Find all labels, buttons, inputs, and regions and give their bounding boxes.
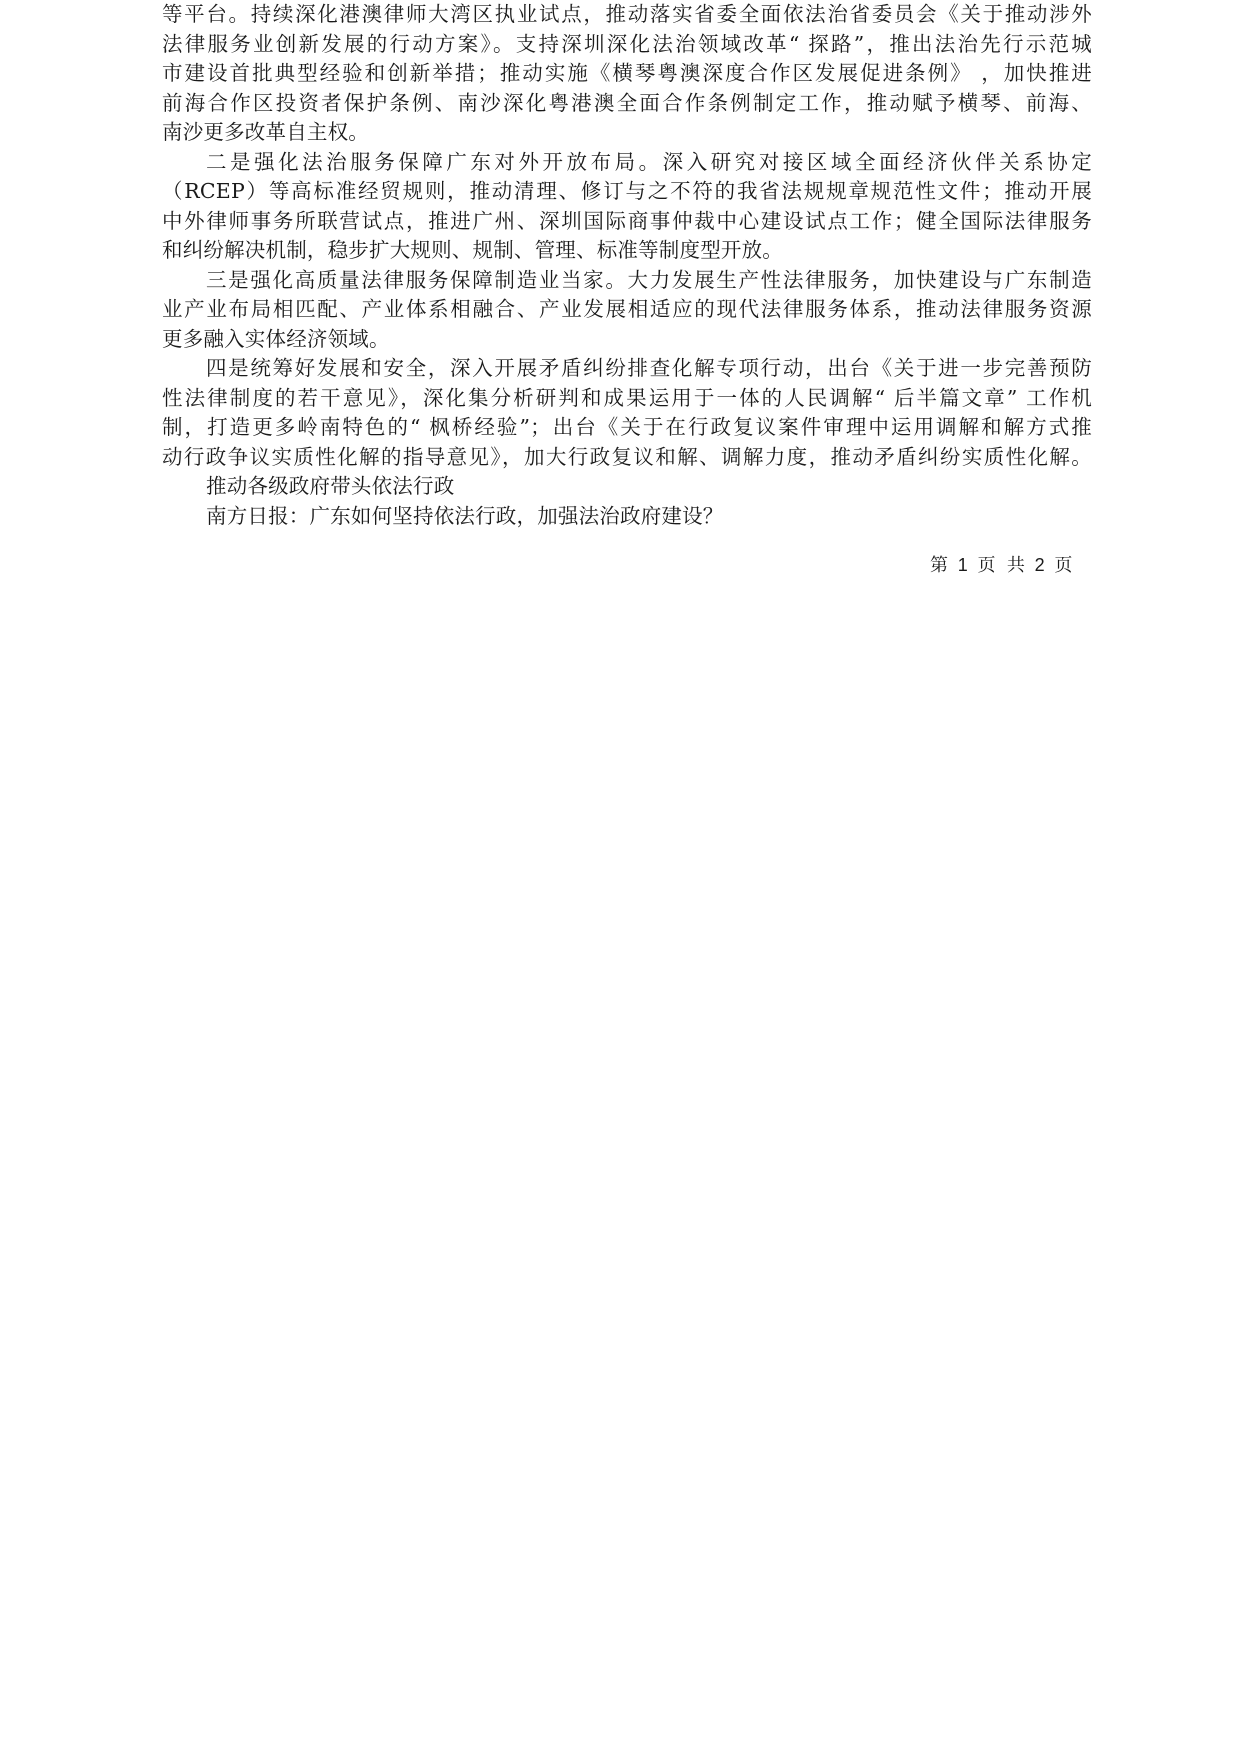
footer-middle: 页 共: [977, 555, 1025, 576]
body-line: （RCEP）等高标准经贸规则，推动清理、修订与之不符的我省法规规章规范性文件；推动开展: [162, 179, 1092, 203]
body-line: 性法律制度的若干意见》，深化集分析研判和成果运用于一体的人民调解“ 后半篇文章” 工作机: [162, 385, 1092, 410]
body-line: 更多融入实体经济领域。: [162, 326, 390, 351]
section-heading: 推动各级政府带头依法行政: [206, 474, 455, 498]
body-line: 和纠纷解决机制，稳步扩大规则、规制、管理、标准等制度型开放。: [162, 238, 783, 262]
paragraph-start-line: 四是统筹好发展和安全，深入开展矛盾纠纷排查化解专项行动，出台《关于进一步完善预防: [206, 356, 1092, 380]
body-line: 南沙更多改革自主权。: [162, 120, 369, 144]
footer-prefix: 第: [930, 555, 948, 576]
body-line: 等平台。持续深化港澳律师大湾区执业试点，推动落实省委全面依法治省委员会《关于推动涉外: [162, 2, 1092, 26]
interview-question: 南方日报：广东如何坚持依法行政，加强法治政府建设？: [206, 503, 724, 528]
body-line: 业产业布局相匹配、产业体系相融合、产业发展相适应的现代法律服务体系，推动法律服务资源: [162, 297, 1092, 321]
page-footer: [930, 553, 1072, 578]
body-line: 中外律师事务所联营试点，推进广州、深圳国际商事仲裁中心建设试点工作；健全国际法律服务: [162, 208, 1092, 233]
body-line: 动行政争议实质性化解的指导意见》，加大行政复议和解、调解力度，推动矛盾纠纷实质性化解。: [162, 444, 1092, 469]
body-line: 法律服务业创新发展的行动方案》。支持深圳深化法治领域改革“ 探路”，推出法治先行示范城: [162, 31, 1092, 56]
body-line: 前海合作区投资者保护条例、南沙深化粤港澳全面合作条例制定工作，推动赋予横琴、前海、: [162, 90, 1092, 115]
paragraph-start-line: 三是强化高质量法律服务保障制造业当家。大力发展生产性法律服务，加快建设与广东制造: [206, 267, 1092, 292]
body-line: 制，打造更多岭南特色的“ 枫桥经验”；出台《关于在行政复议案件审理中运用调解和解方式推: [162, 415, 1092, 439]
body-text: [162, 0, 1092, 531]
paragraph-start-line: 二是强化法治服务保障广东对外开放布局。深入研究对接区域全面经济伙伴关系协定: [206, 149, 1092, 174]
footer-suffix: 页: [1054, 555, 1073, 576]
total-page-number: 2: [1034, 555, 1045, 575]
current-page-number: 1: [957, 555, 968, 575]
body-line: 市建设首批典型经验和创新举措；推动实施《横琴粤澳深度合作区发展促进条例》 ，加快推进: [162, 61, 1092, 85]
